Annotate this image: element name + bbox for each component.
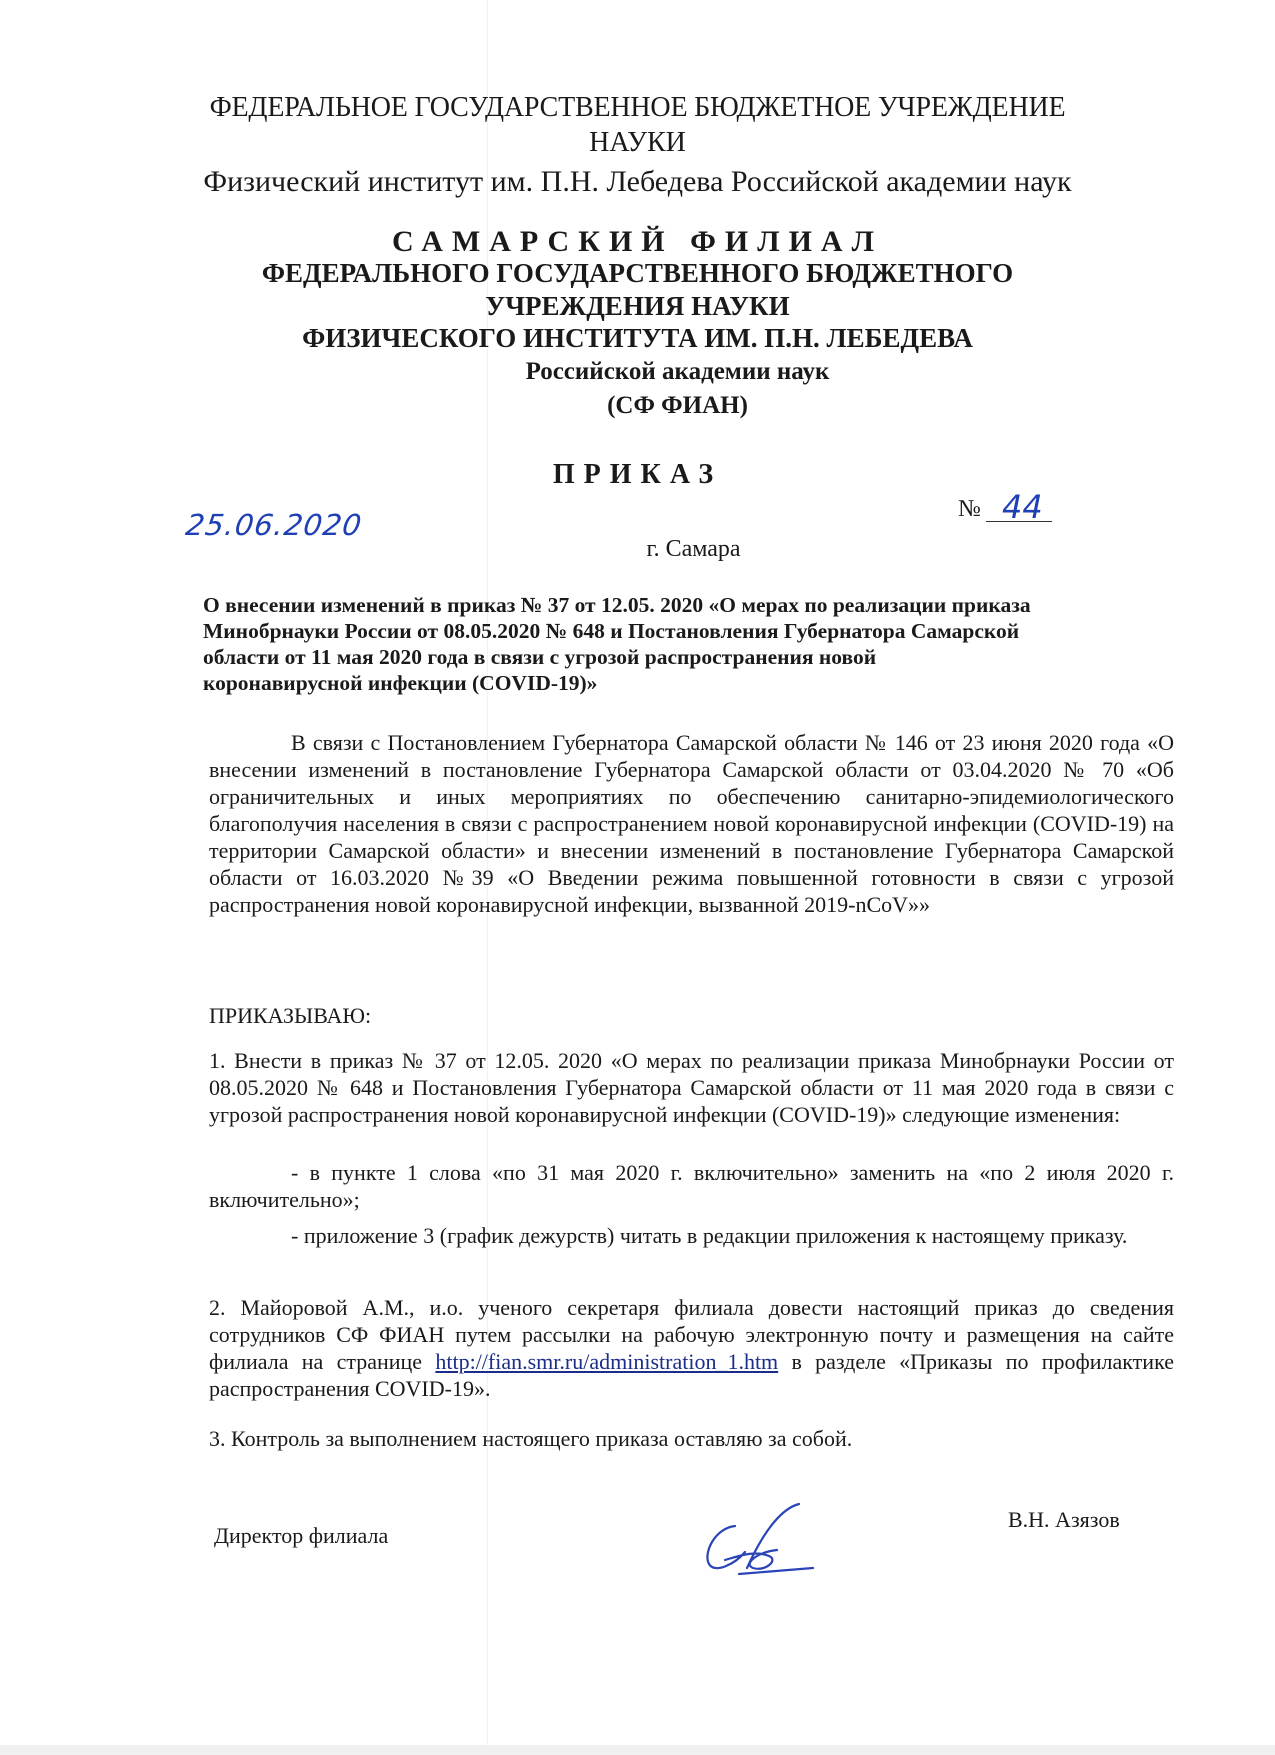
order-title: ПРИКАЗ	[552, 459, 723, 490]
order-item-1-change-a: - в пункте 1 слова «по 31 мая 2020 г. включительно» заменить на «по 2 июля 2020 г. включительно»;	[209, 1160, 1174, 1212]
website-link[interactable]: http://fian.smr.ru/administration_1.htm	[435, 1349, 779, 1374]
order-item-1: 1. Внести в приказ № 37 от 12.05. 2020 «О мерах по реализации приказа Минобрнауки России от 08.05.2020 № 648 и Постановления Губернатора Самарской области от 11 мая 2020 года в связи с угрозой распространения новой коронавирусной инфекции (COVID-19)» следующие изменения:	[209, 1048, 1174, 1127]
subject-line2: Минобрнауки России от 08.05.2020 № 648 и Постановления Губернатора Самарской	[203, 619, 1020, 643]
order-city: г. Самара	[646, 536, 741, 562]
branch-line2: ФЕДЕРАЛЬНОГО ГОСУДАРСТВЕННОГО БЮДЖЕТНОГО	[261, 258, 1014, 288]
scan-bottom-edge	[0, 1745, 1275, 1755]
subject-line1: О внесении изменений в приказ № 37 от 12.05. 2020 «О мерах по реализации приказа	[203, 593, 1031, 617]
order-subject	[203, 592, 1163, 696]
signatory-title: Директор филиала	[214, 1523, 389, 1548]
branch-abbreviation: (СФ ФИАН)	[607, 392, 748, 419]
branch-title: САМАРСКИЙ ФИЛИАЛ	[392, 225, 883, 258]
order-keyword: ПРИКАЗЫВАЮ:	[209, 1003, 372, 1028]
institute-name: Физический институт им. П.Н. Лебедева Российской академии наук	[203, 165, 1072, 198]
branch-line4: ФИЗИЧЕСКОГО ИНСТИТУТА ИМ. П.Н. ЛЕБЕДЕВА	[302, 323, 973, 353]
preamble-paragraph: В связи с Постановлением Губернатора Самарской области № 146 от 23 июня 2020 года «О внесении изменений в постановление Губернатора Самарской области от 03.04.2020 № 70 «Об ограничительных и иных мероприятиях по обеспечению санитарно-эпидемиологического благополучия населения в связи с распространением новой коронавирусной инфекции (COVID-19) на территории Самарской области» и внесении изменений в постановление Губернатора Самарской области от 16.03.2020 №39 «О Введении режима повышенной готовности в связи с угрозой распространения новой коронавирусной инфекции, вызванной 2019-nCoV»»	[209, 730, 1174, 917]
handwritten-signature-icon	[695, 1498, 815, 1583]
subject-line3: области от 11 мая 2020 года в связи с угрозой распространения новой	[203, 645, 877, 669]
branch-line3: УЧРЕЖДЕНИЯ НАУКИ	[485, 291, 790, 321]
signatory-name: В.Н. Азязов	[1008, 1507, 1120, 1532]
org-name-line1: ФЕДЕРАЛЬНОЕ ГОСУДАРСТВЕННОЕ БЮДЖЕТНОЕ УЧРЕЖДЕНИЕ	[209, 92, 1066, 123]
org-name-line2: НАУКИ	[589, 127, 686, 158]
order-date: 25.06.2020	[183, 508, 365, 542]
order-item-3: 3. Контроль за выполнением настоящего приказа оставляю за собой.	[209, 1426, 853, 1451]
subject-line4: коронавирусной инфекции (COVID-19)»	[203, 671, 598, 695]
order-item-2: 2. Майоровой А.М., и.о. ученого секретаря филиала довести настоящий приказ до сведения сотрудников СФ ФИАН путем рассылки на рабочую электронную почту и размещения на сайте филиала на странице http://fian.smr.ru/administration_1.htm в разделе «Приказы по профилактике распространения COVID-19».	[209, 1295, 1174, 1401]
order-number-label: №	[958, 496, 981, 522]
order-number: 44	[1002, 488, 1043, 526]
branch-line5: Российской академии наук	[525, 358, 830, 385]
order-item-1-change-b: - приложение 3 (график дежурств) читать в редакции приложения к настоящему приказу.	[291, 1223, 1128, 1248]
